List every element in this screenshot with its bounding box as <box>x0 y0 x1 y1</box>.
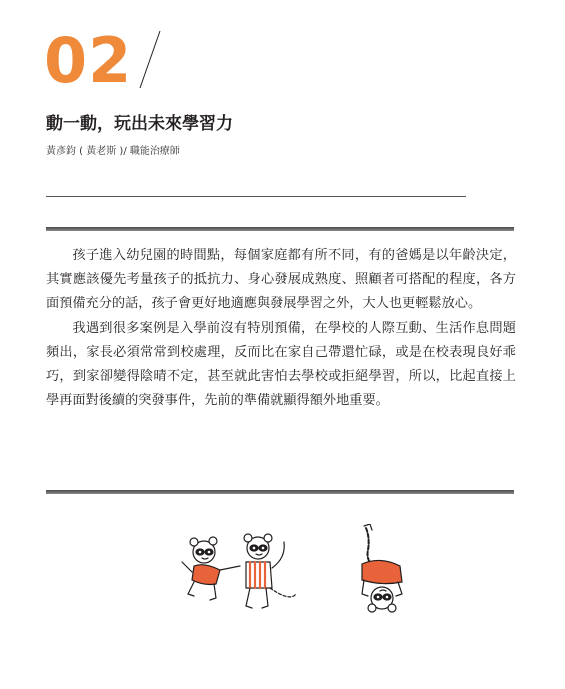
lemur-upside-down-illustration <box>350 524 420 616</box>
paragraph: 孩子進入幼兒園的時間點，每個家庭都有所不同，有的爸媽是以年齡決定，其實應該優先考量孩子的抵抗力、身心發展成熟度、照顧者可搭配的程度，各方面預備充分的話，孩子會更好地適應與發展學習之外，大人也更輕鬆放心。 <box>46 248 516 311</box>
divider-thin <box>46 196 466 197</box>
divider-bottom <box>46 490 514 494</box>
article-body <box>46 244 516 414</box>
lemurs-playing-illustration <box>180 532 300 614</box>
article-title: 動一動，玩出未來學習力 <box>46 114 233 134</box>
chapter-number: 02 <box>44 24 133 97</box>
article-author: 黃彥鈞 ( 黃老斯 )/ 職能治療師 <box>46 146 180 157</box>
paragraph: 我遇到很多案例是入學前沒有特別預備，在學校的人際互動、生活作息問題頻出，家長必須常常到校處理，反而比在家自己帶還忙碌，或是在校表現良好乖巧，到家卻變得陰晴不定，甚至就此害怕去學校或拒絕學習，所以，比起直接上學再面對後續的突發事件，先前的準備就顯得額外地重要。 <box>46 321 516 408</box>
divider-top <box>46 227 514 231</box>
decorative-slash <box>138 30 162 90</box>
